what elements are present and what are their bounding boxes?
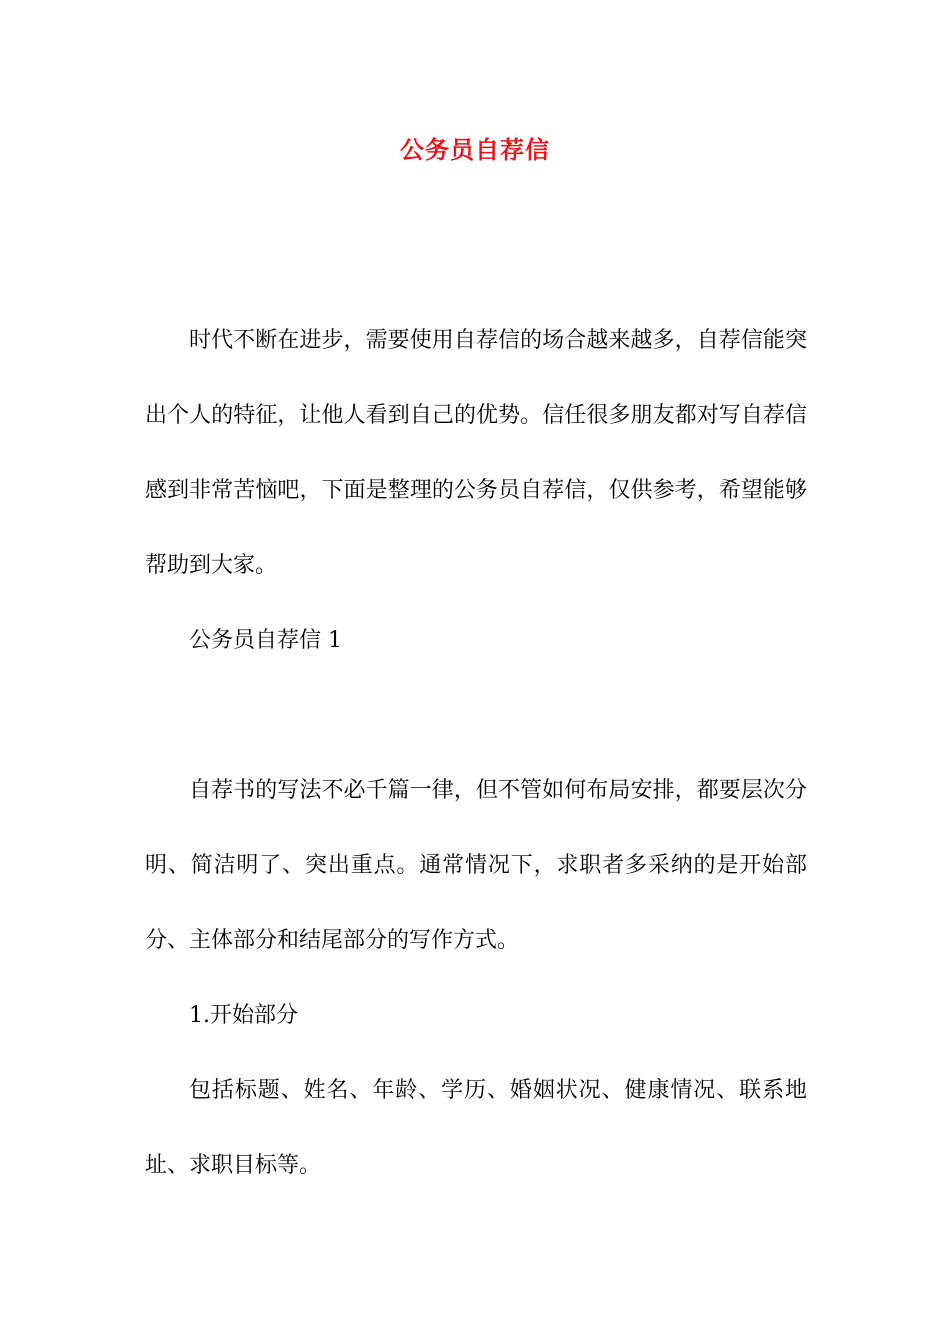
content-paragraph: 包括标题、姓名、年龄、学历、婚姻状况、健康情况、联系地址、求职目标等。 (145, 1078, 807, 1178)
document-title: 公务员自荐信 (400, 135, 550, 164)
section-heading-1: 公务员自荐信 1 (189, 628, 342, 653)
intro-paragraph: 时代不断在进步，需要使用自荐信的场合越来越多，自荐信能突出个人的特征，让他人看到自己的优势。信任很多朋友都对写自荐信感到非常苦恼吧，下面是整理的公务员自荐信，仅供参考，希望能够帮助到大家。 (145, 328, 807, 578)
subheading-start-section: 1.开始部分 (189, 1003, 298, 1028)
method-paragraph: 自荐书的写法不必千篇一律，但不管如何布局安排，都要层次分明、简洁明了、突出重点。通常情况下，求职者多采纳的是开始部分、主体部分和结尾部分的写作方式。 (145, 778, 807, 953)
